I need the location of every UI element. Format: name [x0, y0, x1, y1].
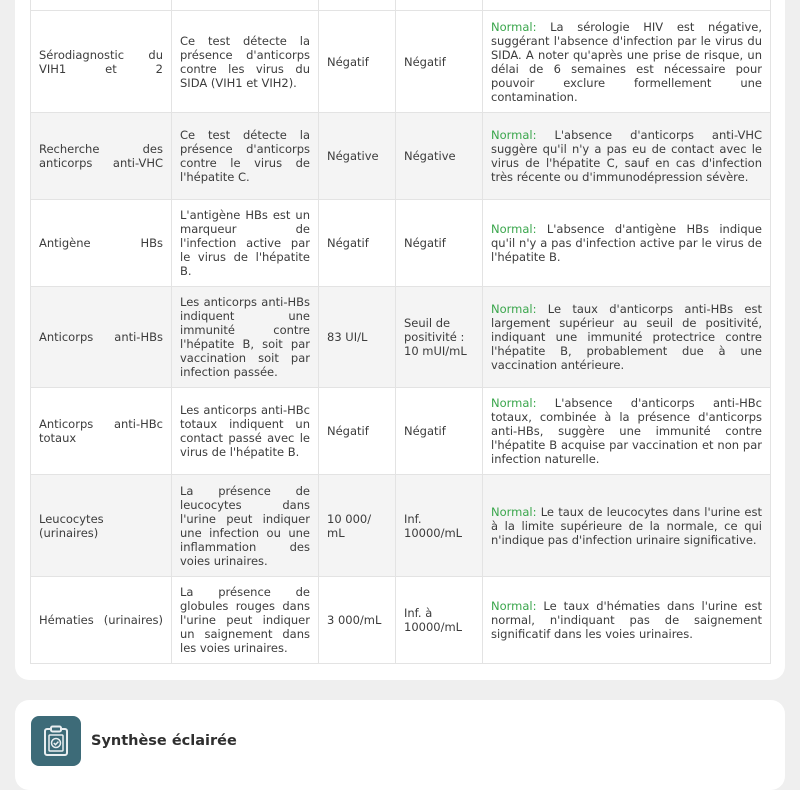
test-result: Négatif — [319, 200, 396, 287]
test-result: 83 UI/L — [319, 287, 396, 388]
test-result: Négatif — [319, 11, 396, 113]
test-name: Recherche des anticorps anti-VHC — [31, 113, 172, 200]
test-reference: Négative — [396, 113, 483, 200]
interpretation-text: Le taux d'hématies dans l'urine est normal, n'indiquant pas de saignement significatif dans les voies urinaires. — [491, 599, 762, 641]
test-result: 10 000/ mL — [319, 475, 396, 577]
table-row — [31, 577, 771, 664]
table-row — [31, 388, 771, 475]
status-label: Normal: — [491, 302, 537, 316]
test-description: Les anticorps anti-HBc totaux indiquent un contact passé avec le virus de l'hépatite B. — [172, 388, 319, 475]
interpretation-text: La sérologie HIV est négative, suggérant l'absence d'infection par le virus du SIDA. A noter qu'après une prise de risque, un délai de 6 semaines est nécessaire pour pouvoir exclure formellement une contamination. — [491, 19, 763, 104]
table-row — [31, 200, 771, 287]
test-interpretation — [483, 388, 771, 475]
synthese-title: Synthèse éclairée — [91, 733, 237, 749]
test-name: Hématies (urinaires) — [31, 577, 172, 664]
test-name: Sérodiagnostic du VIH1 et 2 — [31, 11, 172, 113]
status-label: Normal: — [491, 222, 537, 236]
table-row — [31, 475, 771, 577]
interpretation-text: L'absence d'anticorps anti-HBc totaux, combinée à la présence d'anticorps anti-HBs, suggère une immunité contre l'hépatite B acquise par vaccination et non par infection naturelle. — [491, 396, 762, 466]
test-interpretation — [483, 113, 771, 200]
test-interpretation — [483, 475, 771, 577]
table-row — [31, 287, 771, 388]
test-description: La présence de globules rouges dans l'urine peut indiquer un saignement dans les voies urinaires. — [172, 577, 319, 664]
test-reference: Négatif — [396, 388, 483, 475]
test-interpretation — [483, 287, 771, 388]
test-reference: Seuil de positivité : 10 mUI/mL — [396, 287, 483, 388]
test-name: Leucocytes (urinaires) — [31, 475, 172, 577]
interpretation-text: L'absence d'antigène HBs indique qu'il n'y a pas d'infection active par le virus de l'hépatite B. — [491, 222, 762, 264]
test-description: Ce test détecte la présence d'anticorps contre les virus du SIDA (VIH1 et VIH2). — [172, 11, 319, 113]
test-name: Anticorps anti-HBc totaux — [31, 388, 172, 475]
status-label: Normal: — [491, 504, 537, 519]
test-reference: Inf. 10000/mL — [396, 475, 483, 577]
test-interpretation — [483, 11, 771, 113]
interpretation-text: Le taux d'anticorps anti-HBs est largement supérieur au seuil de positivité, indiquant une immunité protectrice contre l'hépatite B, probablement due à une vaccination antérieure. — [491, 302, 762, 372]
test-reference: Inf. à 10000/mL — [396, 577, 483, 664]
status-label: Normal: — [491, 19, 537, 34]
status-label: Normal: — [491, 599, 537, 613]
test-description: Les anticorps anti-HBs indiquent une immunité contre l'hépatite B, soit par vaccination soit par infection passée. — [172, 287, 319, 388]
test-name: Antigène HBs — [31, 200, 172, 287]
test-result: Négatif — [319, 388, 396, 475]
interpretation-text: L'absence d'anticorps anti-VHC suggère qu'il n'y a pas eu de contact avec le virus de l'hépatite C, sauf en cas d'infection très récente ou d'immunodépression sévère. — [491, 128, 762, 184]
table-row — [31, 11, 771, 113]
test-description: La présence de leucocytes dans l'urine peut indiquer une infection ou une inflammation des voies urinaires. — [172, 475, 319, 577]
table-row — [31, 113, 771, 200]
test-interpretation — [483, 577, 771, 664]
clipboard-check-icon — [31, 716, 81, 766]
test-description: L'antigène HBs est un marqueur de l'infection active par le virus de l'hépatite B. — [172, 200, 319, 287]
status-label: Normal: — [491, 396, 537, 410]
test-result: 3 000/mL — [319, 577, 396, 664]
interpretation-text: Le taux de leucocytes dans l'urine est à la limite supérieure de la normale, ce qui n'indique pas d'infection urinaire significative. — [491, 504, 763, 547]
test-reference: Négatif — [396, 200, 483, 287]
test-reference: Négatif — [396, 11, 483, 113]
test-name: Anticorps anti-HBs — [31, 287, 172, 388]
status-label: Normal: — [491, 128, 537, 142]
table-row-truncated — [31, 0, 771, 11]
results-table — [30, 0, 771, 664]
test-interpretation — [483, 200, 771, 287]
test-description: Ce test détecte la présence d'anticorps contre le virus de l'hépatite C. — [172, 113, 319, 200]
test-result: Négative — [319, 113, 396, 200]
